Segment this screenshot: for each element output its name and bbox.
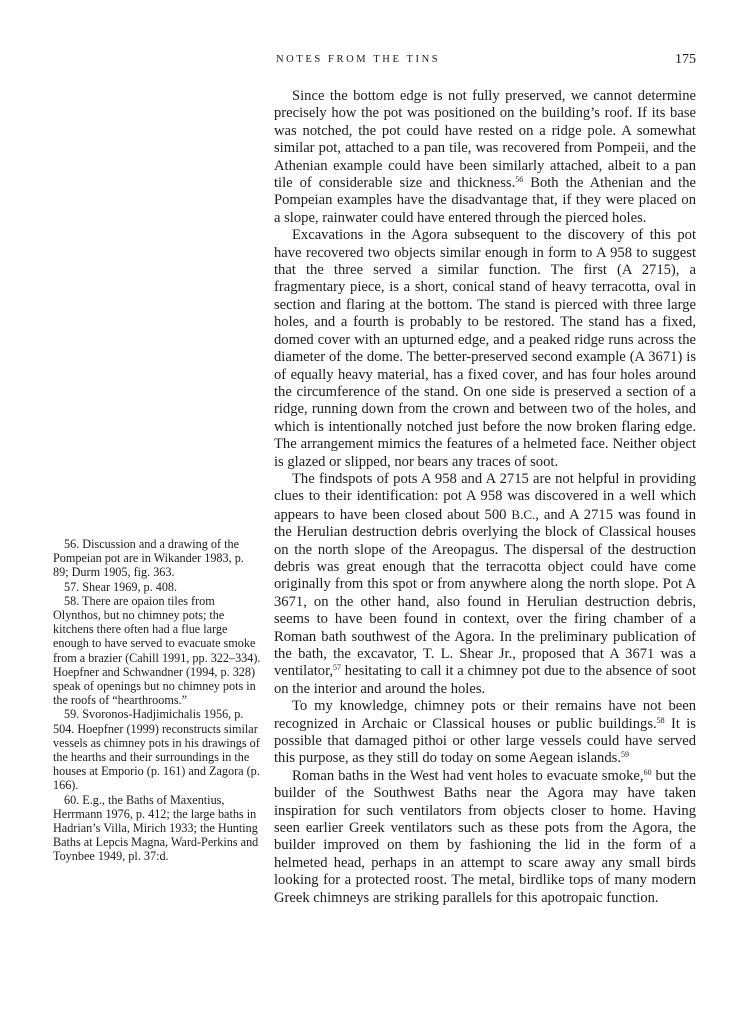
margin-notes: [53, 537, 261, 864]
page-header: [276, 52, 696, 72]
note-56: 56. Discussion and a drawing of the Pompeian pot are in Wikander 1983, p. 89; Durm 1905, fig. 363.: [53, 537, 244, 580]
footnote-ref-58: 58: [656, 715, 665, 725]
paragraph-5: [274, 768, 696, 907]
paragraph-2: Excavations in the Agora subsequent to the discovery of this pot have recovered two objects similar enough in form to A 958 to suggest that the three served a similar function. The first (A 2715), a fragmentary piece, is a short, conical stand of heavy terracotta, oval in section and flaring at the bottom. The stand is pierced with three large holes, and a fourth is probably to be restored. The stand has a fixed, domed cover with an upturned edge, and a peaked ridge runs across the diameter of the dome. The better-preserved second example (A 3671) is of equally heavy material, has a fixed cover, and has four holes around the circumference of the stand. On one side is preserved a section of a ridge, running down from the crown and between two of the holes, and which is intentionally notched just before the now broken flaring edge. The arrangement mimics the features of a helmeted face. Neither object is glazed or slipped, nor bears any traces of soot.: [274, 227, 696, 470]
paragraph-1-tail: Both the Athenian and the Pompeian examples have the disadvantage that, if they were placed on a slope, rainwater could have entered through the pierced holes.: [274, 175, 696, 226]
paragraph-3-text: The findspots of pots A 958 and A 2715 are not helpful in providing clues to their identification: pot A 958 was discovered in a well which appears to have been closed about 500: [274, 470, 696, 523]
note-59: 59. Svoronos-Hadjimichalis 1956, p. 504. Hoepfner (1999) reconstructs similar vessels as chimney pots in his drawings of the hearths and their surroundings in the houses at Emporio (p. 161) and Zagora (p. 166).: [53, 707, 260, 793]
footnote-ref-60: 60: [643, 767, 652, 777]
paragraph-1-text: Since the bottom edge is not fully preserved, we cannot determine precisely how the pot was positioned on the building’s roof. If its base was notched, the pot could have rested on a ridge pole. A somewhat similar pot, attached to a pan tile, was recovered from Pompeii, and the Athenian example could have been similarly attached, albeit to a pan tile of considerable size and thickness.: [274, 88, 696, 192]
note-57: 57. Shear 1969, p. 408.: [64, 579, 178, 594]
paragraph-1: [274, 88, 696, 227]
paragraph-4-middle: It is possible that damaged pithoi or other large vessels could have served this purpose, as they still do today on some Aegean islands.: [274, 715, 696, 767]
body-text: [274, 88, 696, 907]
paragraph-5-text: Roman baths in the West had vent holes to evacuate smoke,: [292, 767, 644, 784]
paragraph-4: [274, 698, 696, 768]
paragraph-5-tail: but the builder of the Southwest Baths near the Agora may have taken inspiration for such ventilators from objects closer to home. Having seen earlier Greek ventilators such as these pots from the Agora, the builder improved on them by fashioning the lid in the form of a helmeted head, perhaps in an attempt to scare away any small birds looking for a protected roost. The metal, birdlike tops of many modern Greek chimneys are striking parallels for this apotropaic function.: [274, 767, 696, 906]
paragraph-4-text: To my knowledge, chimney pots or their remains have not been recognized in Archaic or Classical houses or public buildings.: [274, 698, 696, 732]
footnote-ref-59: 59: [620, 750, 629, 760]
paragraph-3-middle: , and A 2715 was found in the Herulian destruction debris overlying the block of Classical houses on the north slope of the Areopagus. The dispersal of the destruction debris was great enough that the terracotta object could have come originally from this spot or from anywhere along the north slope. Pot A 3671, on the other hand, also found in Herulian destruction debris, seems to have been found in context, over the firing chamber of a Roman bath southwest of the Agora. In the preliminary publication of the bath, the excavator, T. L. Shear Jr., proposed that A 3671 was a ventilator,: [274, 506, 696, 680]
note-60: 60. E.g., the Baths of Maxentius, Herrmann 1976, p. 412; the large baths in Hadrian’s Villa, Mirich 1933; the Hunting Baths at Lepcis Magna, Ward-Perkins and Toynbee 1949, pl. 37:d.: [53, 792, 259, 864]
page-number: 175: [675, 52, 696, 67]
paragraph-3-tail: hesitating to call it a chimney pot due to the absence of soot on the interior and around the holes.: [274, 663, 696, 697]
note-58: 58. There are opaion tiles from Olynthos, but no chimney pots; the kitchens there often had a flue large enough to have served to evacuate smoke from a brazier (Cahill 1991, pp. 322–334). Hoepfner and Schwandner (1994, p. 328) speak of openings but no chimney pots in the roofs of “hearthrooms.”: [53, 593, 261, 708]
paragraph-3: [274, 471, 696, 698]
era-abbreviation: B.C.: [511, 506, 536, 522]
footnote-ref-57: 57: [333, 663, 341, 673]
footnote-ref-56: 56: [515, 175, 524, 185]
running-head: NOTES FROM THE TINS: [276, 54, 441, 65]
